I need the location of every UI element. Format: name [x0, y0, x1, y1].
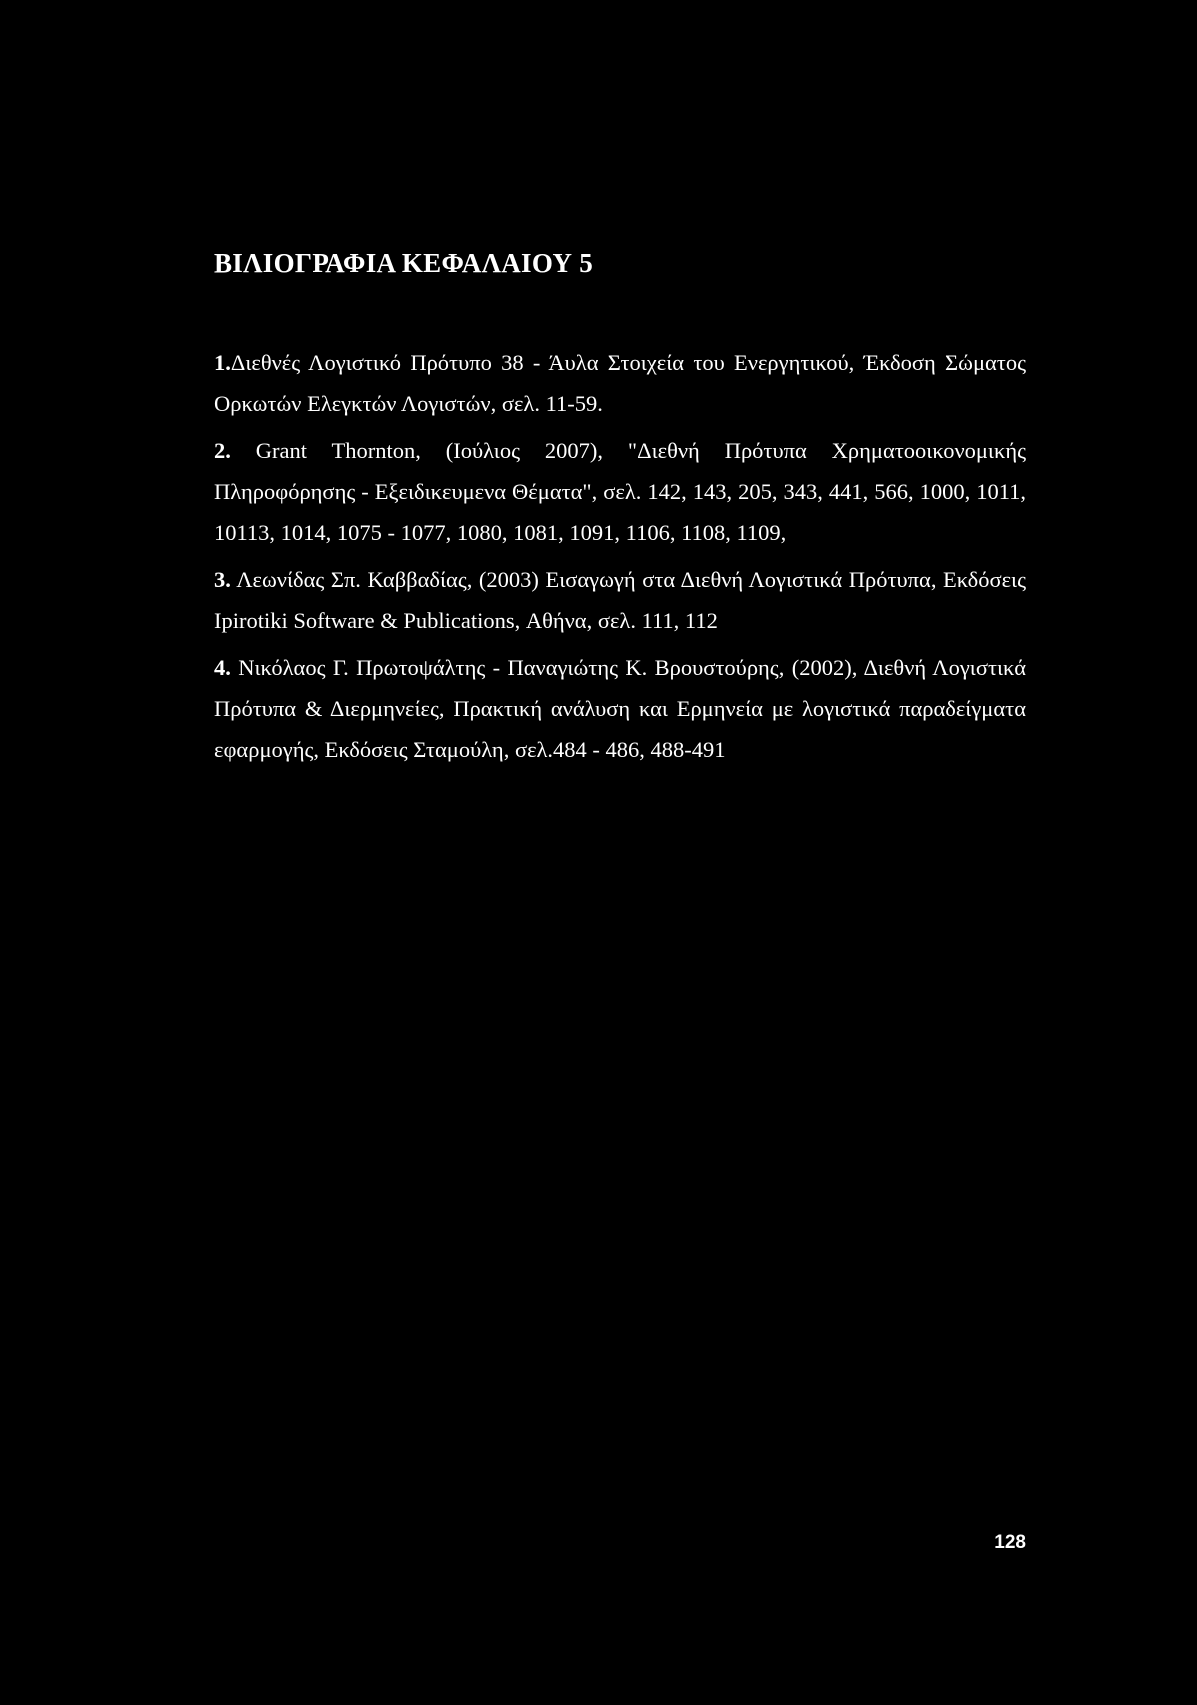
reference-item [214, 430, 1026, 553]
page-number: 128 [994, 1532, 1026, 1553]
reference-list [214, 342, 1026, 770]
reference-text: Διεθνές Λογιστικό Πρότυπο 38 - Άυλα Στοιχεία του Ενεργητικού, Έκδοση Σώματος Ορκωτών Ελεγκτών Λογιστών, σελ. 11-59. [214, 350, 1026, 416]
reference-number: 1. [214, 350, 231, 375]
reference-number: 3. [214, 567, 231, 592]
reference-item [214, 647, 1026, 770]
reference-text: Λεωνίδας Σπ. Καββαδίας, (2003) Εισαγωγή στα Διεθνή Λογιστικά Πρότυπα, Εκδόσεις Ipirotiki Software & Publications, Αθήνα, σελ. 111, 112 [214, 567, 1026, 633]
reference-text: Νικόλαος Γ. Πρωτοψάλτης - Παναγιώτης Κ. Βρουστούρης, (2002), Διεθνή Λογιστικά Πρότυπα & Διερμηνείες, Πρακτική ανάλυση και Ερμηνεία με λογιστικά παραδείγματα εφαρμογής, Εκδόσεις Σταμούλη, σελ.484 - 486, 488-491 [214, 655, 1026, 762]
reference-item [214, 559, 1026, 641]
reference-number: 4. [214, 655, 231, 680]
page-heading: ΒΙΛΙΟΓΡΑΦΙΑ ΚΕΦΑΛΑΙΟΥ 5 [214, 248, 594, 278]
reference-number: 2. [214, 438, 231, 463]
reference-item [214, 342, 1026, 424]
reference-text: Grant Thornton, (Ιούλιος 2007), "Διεθνή Πρότυπα Χρηματοοικονομικής Πληροφόρησης - Εξειδικευμενα Θέματα", σελ. 142, 143, 205, 343, 441, 566, 1000, 1011, 10113, 1014, 1075 - 1077, 1080, 1081, 1091, 1106, 1108, 1109, [214, 438, 1026, 545]
